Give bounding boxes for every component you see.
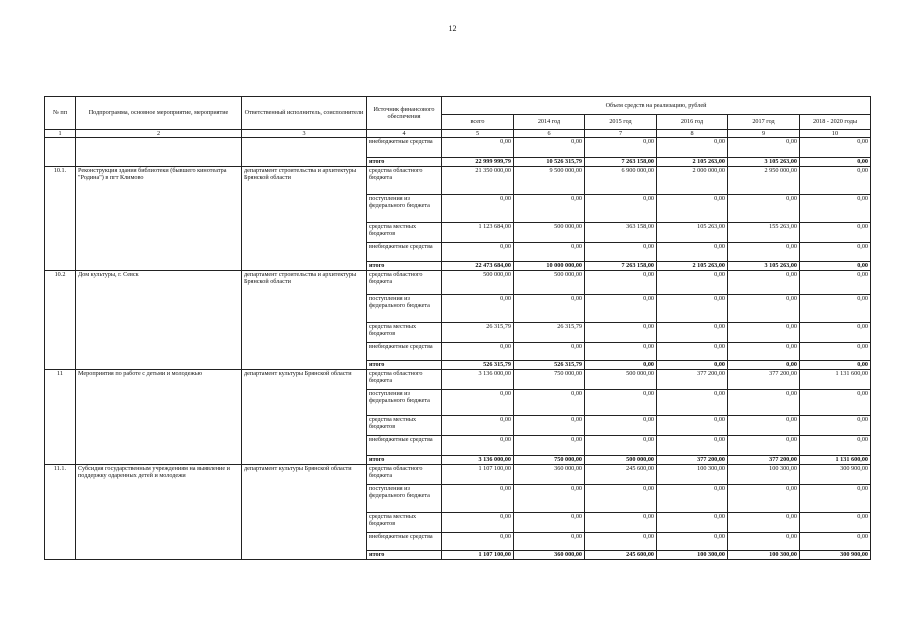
amount-cell: 0,00 <box>800 295 871 323</box>
header-no: № пп <box>45 97 76 130</box>
amount-cell: 155 263,00 <box>728 223 800 243</box>
amount-cell: 500 000,00 <box>514 223 585 243</box>
funding-source: средства областного бюджета <box>367 271 442 295</box>
funding-source: средства областного бюджета <box>367 370 442 390</box>
amount-cell: 377 200,00 <box>657 456 728 465</box>
header-year: 2014 год <box>514 115 585 130</box>
amount-cell: 0,00 <box>800 436 871 456</box>
measure-name: Дом культуры, г. Севск <box>76 271 242 370</box>
amount-cell: 0,00 <box>442 416 514 436</box>
amount-cell: 0,00 <box>800 361 871 370</box>
amount-cell: 0,00 <box>514 485 585 513</box>
amount-cell: 0,00 <box>442 295 514 323</box>
header-year: всего <box>442 115 514 130</box>
amount-cell: 0,00 <box>800 323 871 343</box>
row-number <box>45 138 76 167</box>
amount-cell: 0,00 <box>442 436 514 456</box>
amount-cell: 0,00 <box>657 343 728 361</box>
amount-cell: 0,00 <box>657 271 728 295</box>
amount-cell: 0,00 <box>728 323 800 343</box>
amount-cell: 0,00 <box>800 533 871 551</box>
amount-cell: 0,00 <box>800 390 871 416</box>
amount-cell: 0,00 <box>514 343 585 361</box>
amount-cell: 0,00 <box>800 271 871 295</box>
amount-cell: 526 315,79 <box>442 361 514 370</box>
funding-source: поступления из федерального бюджета <box>367 390 442 416</box>
measure-name: Реконструкция здания библиотеки (бывшего кинотеатра "Родина") в пгт Климово <box>76 167 242 271</box>
amount-cell: 0,00 <box>585 361 657 370</box>
amount-cell: 0,00 <box>800 223 871 243</box>
funding-source: итого <box>367 361 442 370</box>
amount-cell: 100 300,00 <box>728 551 800 560</box>
amount-cell: 0,00 <box>800 243 871 262</box>
row-number: 11 <box>45 370 76 465</box>
amount-cell: 1 107 100,00 <box>442 551 514 560</box>
column-index: 4 <box>367 130 442 138</box>
amount-cell: 0,00 <box>514 513 585 533</box>
amount-cell: 3 136 000,00 <box>442 456 514 465</box>
amount-cell: 0,00 <box>800 416 871 436</box>
amount-cell: 245 600,00 <box>585 465 657 485</box>
amount-cell: 22 473 684,00 <box>442 262 514 271</box>
amount-cell: 0,00 <box>728 436 800 456</box>
amount-cell: 0,00 <box>800 158 871 167</box>
amount-cell: 0,00 <box>585 295 657 323</box>
amount-cell: 6 900 000,00 <box>585 167 657 195</box>
amount-cell: 0,00 <box>728 243 800 262</box>
executor: департамент строительства и архитектуры Брянской области <box>242 167 367 271</box>
amount-cell: 0,00 <box>657 513 728 533</box>
amount-cell: 245 600,00 <box>585 551 657 560</box>
amount-cell: 10 000 000,00 <box>514 262 585 271</box>
amount-cell: 0,00 <box>514 436 585 456</box>
amount-cell: 7 263 158,00 <box>585 158 657 167</box>
amount-cell: 0,00 <box>514 533 585 551</box>
amount-cell: 26 315,79 <box>514 323 585 343</box>
amount-cell: 526 315,79 <box>514 361 585 370</box>
table-row <box>45 271 871 295</box>
header-program: Подпрограмма, основное мероприятие, мероприятие <box>76 97 242 130</box>
amount-cell: 100 300,00 <box>657 551 728 560</box>
funding-source: средства местных бюджетов <box>367 323 442 343</box>
amount-cell: 0,00 <box>585 390 657 416</box>
amount-cell: 0,00 <box>657 243 728 262</box>
executor: департамент культуры Брянской области <box>242 465 367 560</box>
amount-cell: 2 105 263,00 <box>657 262 728 271</box>
column-index: 8 <box>657 130 728 138</box>
header-executor: Ответственный исполнитель, соисполнители <box>242 97 367 130</box>
amount-cell: 750 000,00 <box>514 370 585 390</box>
measure-name <box>76 138 242 167</box>
amount-cell: 105 263,00 <box>657 223 728 243</box>
amount-cell: 0,00 <box>728 533 800 551</box>
amount-cell: 0,00 <box>728 295 800 323</box>
funding-source: поступления из федерального бюджета <box>367 485 442 513</box>
amount-cell: 2 950 000,00 <box>728 167 800 195</box>
amount-cell: 500 000,00 <box>585 370 657 390</box>
amount-cell: 0,00 <box>514 243 585 262</box>
page-number: 12 <box>448 24 457 33</box>
amount-cell: 9 500 000,00 <box>514 167 585 195</box>
funding-source: поступления из федерального бюджета <box>367 295 442 323</box>
amount-cell: 3 136 000,00 <box>442 370 514 390</box>
header-year: 2015 год <box>585 115 657 130</box>
amount-cell: 0,00 <box>442 343 514 361</box>
amount-cell: 0,00 <box>800 513 871 533</box>
funding-source: итого <box>367 456 442 465</box>
amount-cell: 1 131 600,00 <box>800 370 871 390</box>
amount-cell: 0,00 <box>442 138 514 158</box>
amount-cell: 500 000,00 <box>514 271 585 295</box>
executor: департамент культуры Брянской области <box>242 370 367 465</box>
amount-cell: 0,00 <box>728 390 800 416</box>
table-row <box>45 370 871 390</box>
column-index: 2 <box>76 130 242 138</box>
column-index: 6 <box>514 130 585 138</box>
amount-cell: 500 000,00 <box>585 456 657 465</box>
amount-cell: 3 105 263,00 <box>728 262 800 271</box>
funding-source: внебюджетные средства <box>367 343 442 361</box>
amount-cell: 0,00 <box>800 138 871 158</box>
funding-source: внебюджетные средства <box>367 533 442 551</box>
header-source: Источник финансового обеспечения <box>367 97 442 130</box>
amount-cell: 300 900,00 <box>800 551 871 560</box>
column-index: 3 <box>242 130 367 138</box>
amount-cell: 3 105 263,00 <box>728 158 800 167</box>
amount-cell: 0,00 <box>728 195 800 223</box>
amount-cell: 0,00 <box>514 295 585 323</box>
amount-cell: 0,00 <box>442 513 514 533</box>
funding-source: средства местных бюджетов <box>367 513 442 533</box>
amount-cell: 0,00 <box>514 390 585 416</box>
amount-cell: 300 900,00 <box>800 465 871 485</box>
amount-cell: 0,00 <box>585 271 657 295</box>
header-year: 2016 год <box>657 115 728 130</box>
amount-cell: 0,00 <box>585 243 657 262</box>
funding-source: внебюджетные средства <box>367 243 442 262</box>
table-row <box>45 138 871 158</box>
amount-cell: 0,00 <box>657 533 728 551</box>
amount-cell: 10 526 315,79 <box>514 158 585 167</box>
amount-cell: 1 123 684,00 <box>442 223 514 243</box>
table-row <box>45 465 871 485</box>
amount-cell: 0,00 <box>514 416 585 436</box>
column-index: 1 <box>45 130 76 138</box>
amount-cell: 2 105 263,00 <box>657 158 728 167</box>
amount-cell: 0,00 <box>442 485 514 513</box>
amount-cell: 0,00 <box>800 343 871 361</box>
amount-cell: 100 300,00 <box>728 465 800 485</box>
header-year: 2017 год <box>728 115 800 130</box>
amount-cell: 0,00 <box>657 195 728 223</box>
amount-cell: 0,00 <box>657 390 728 416</box>
table-row <box>45 167 871 195</box>
amount-cell: 377 200,00 <box>657 370 728 390</box>
row-number: 11.1. <box>45 465 76 560</box>
amount-cell: 0,00 <box>585 343 657 361</box>
amount-cell: 0,00 <box>728 485 800 513</box>
amount-cell: 0,00 <box>585 416 657 436</box>
measure-name: Мероприятия по работе с детьми и молодежью <box>76 370 242 465</box>
executor <box>242 138 367 167</box>
header-year: 2018 - 2020 годы <box>800 115 871 130</box>
amount-cell: 0,00 <box>514 138 585 158</box>
amount-cell: 0,00 <box>657 323 728 343</box>
amount-cell: 0,00 <box>800 485 871 513</box>
funding-source: итого <box>367 158 442 167</box>
amount-cell: 0,00 <box>728 513 800 533</box>
amount-cell: 0,00 <box>585 533 657 551</box>
amount-cell: 360 000,00 <box>514 465 585 485</box>
header-volume: Объем средств на реализацию, рублей <box>442 97 871 115</box>
amount-cell: 377 200,00 <box>728 456 800 465</box>
amount-cell: 500 000,00 <box>442 271 514 295</box>
measure-name: Субсидия государственным учреждениям на выявление и поддержку одаренных детей и молодежи <box>76 465 242 560</box>
row-number: 10.1. <box>45 167 76 271</box>
amount-cell: 0,00 <box>728 138 800 158</box>
amount-cell: 0,00 <box>800 262 871 271</box>
funding-source: средства областного бюджета <box>367 465 442 485</box>
row-number: 10.2 <box>45 271 76 370</box>
table-body <box>45 138 871 560</box>
amount-cell: 100 300,00 <box>657 465 728 485</box>
amount-cell: 0,00 <box>514 195 585 223</box>
funding-source: внебюджетные средства <box>367 138 442 158</box>
amount-cell: 363 158,00 <box>585 223 657 243</box>
amount-cell: 0,00 <box>657 295 728 323</box>
amount-cell: 0,00 <box>728 343 800 361</box>
amount-cell: 0,00 <box>657 138 728 158</box>
amount-cell: 0,00 <box>585 513 657 533</box>
amount-cell: 22 999 999,79 <box>442 158 514 167</box>
funding-source: средства местных бюджетов <box>367 223 442 243</box>
amount-cell: 0,00 <box>657 416 728 436</box>
amount-cell: 0,00 <box>585 195 657 223</box>
amount-cell: 0,00 <box>657 361 728 370</box>
amount-cell: 0,00 <box>800 195 871 223</box>
amount-cell: 26 315,79 <box>442 323 514 343</box>
amount-cell: 1 131 600,00 <box>800 456 871 465</box>
budget-table <box>44 96 871 560</box>
funding-source: поступления из федерального бюджета <box>367 195 442 223</box>
amount-cell: 0,00 <box>585 485 657 513</box>
amount-cell: 0,00 <box>442 390 514 416</box>
amount-cell: 0,00 <box>585 436 657 456</box>
amount-cell: 2 000 000,00 <box>657 167 728 195</box>
amount-cell: 0,00 <box>657 485 728 513</box>
amount-cell: 0,00 <box>728 416 800 436</box>
amount-cell: 0,00 <box>800 167 871 195</box>
table-header <box>45 97 871 138</box>
amount-cell: 0,00 <box>585 323 657 343</box>
column-index: 5 <box>442 130 514 138</box>
amount-cell: 0,00 <box>728 361 800 370</box>
amount-cell: 1 107 100,00 <box>442 465 514 485</box>
funding-source: средства областного бюджета <box>367 167 442 195</box>
amount-cell: 0,00 <box>442 195 514 223</box>
executor: департамент строительства и архитектуры Брянской области <box>242 271 367 370</box>
amount-cell: 0,00 <box>442 533 514 551</box>
amount-cell: 360 000,00 <box>514 551 585 560</box>
funding-source: итого <box>367 551 442 560</box>
column-index: 10 <box>800 130 871 138</box>
amount-cell: 750 000,00 <box>514 456 585 465</box>
amount-cell: 377 200,00 <box>728 370 800 390</box>
funding-source: итого <box>367 262 442 271</box>
column-index: 7 <box>585 130 657 138</box>
amount-cell: 7 263 158,00 <box>585 262 657 271</box>
amount-cell: 21 350 000,00 <box>442 167 514 195</box>
amount-cell: 0,00 <box>657 436 728 456</box>
amount-cell: 0,00 <box>728 271 800 295</box>
column-index: 9 <box>728 130 800 138</box>
amount-cell: 0,00 <box>442 243 514 262</box>
funding-source: внебюджетные средства <box>367 436 442 456</box>
funding-source: средства местных бюджетов <box>367 416 442 436</box>
amount-cell: 0,00 <box>585 138 657 158</box>
